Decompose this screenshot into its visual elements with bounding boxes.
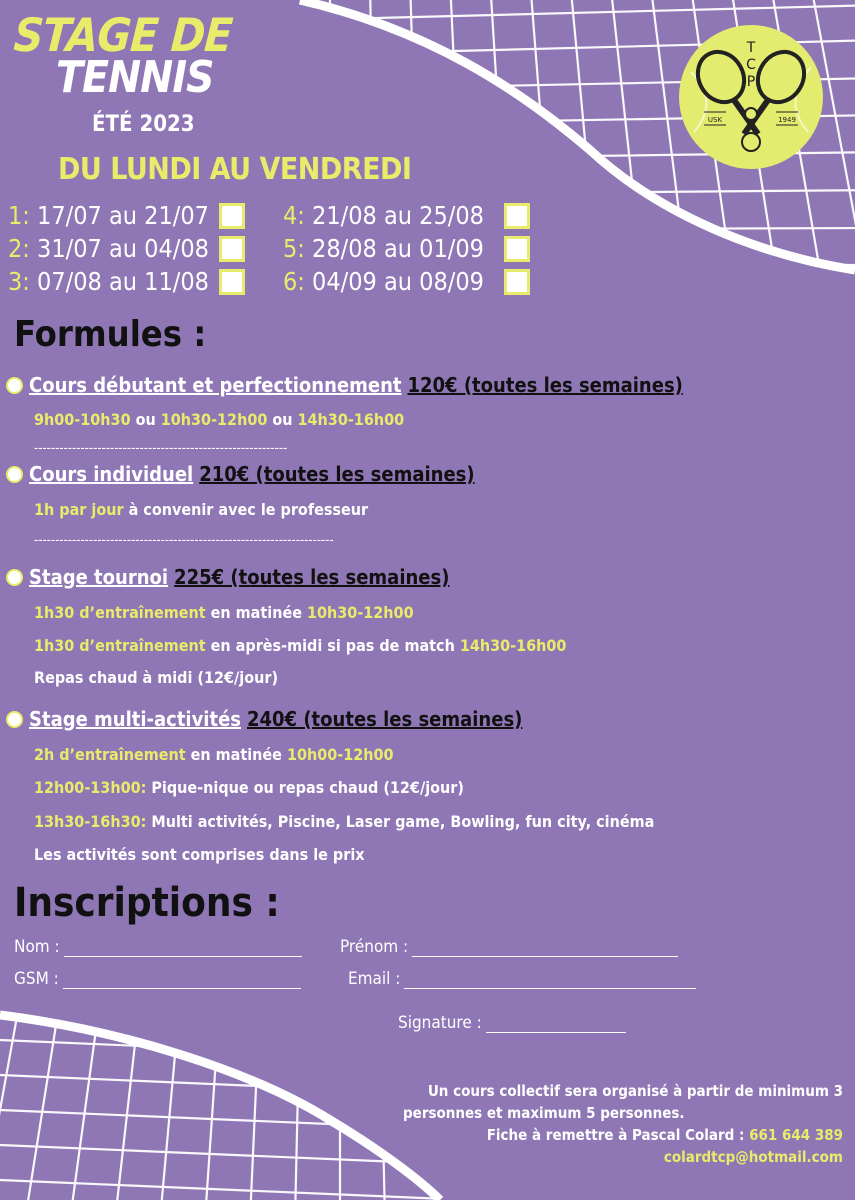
week-checkbox[interactable] bbox=[219, 236, 245, 262]
prenom-label: Prénom : bbox=[340, 937, 409, 957]
inscriptions-heading: Inscriptions : bbox=[14, 880, 280, 926]
title-line-2: TENNIS bbox=[56, 52, 214, 103]
formula-price: 210€ (toutes les semaines) bbox=[199, 462, 475, 486]
week-dates: 17/07 au 21/07 bbox=[37, 201, 209, 230]
formula-schedule: 9h00-10h30 ou 10h30-12h00 ou 14h30-16h00 bbox=[34, 410, 405, 429]
email-label: Email : bbox=[348, 969, 401, 989]
radio-bullet-icon[interactable] bbox=[6, 377, 23, 394]
contact-phone[interactable]: 661 644 389 bbox=[749, 1126, 843, 1144]
club-logo bbox=[676, 22, 826, 172]
week-checkbox[interactable] bbox=[504, 236, 530, 262]
prenom-input-line[interactable] bbox=[412, 942, 678, 957]
nom-field[interactable] bbox=[14, 937, 302, 957]
footer-note bbox=[383, 1080, 843, 1168]
title-line-1: STAGE DE bbox=[12, 8, 234, 62]
contact-line: Fiche à remettre à Pascal Colard : 661 644 389 bbox=[486, 1126, 843, 1144]
signature-label: Signature : bbox=[398, 1013, 482, 1033]
formula-name: Cours débutant et perfectionnement bbox=[29, 373, 402, 397]
formula-beginner bbox=[6, 373, 683, 397]
week-option bbox=[8, 267, 245, 296]
week-number: 6: bbox=[283, 267, 305, 296]
gsm-field[interactable] bbox=[14, 969, 301, 989]
formula-price: 240€ (toutes les semaines) bbox=[247, 707, 523, 731]
gsm-label: GSM : bbox=[14, 969, 59, 989]
nom-label: Nom : bbox=[14, 937, 60, 957]
logo-left-text: USK bbox=[707, 116, 723, 124]
contact-email[interactable]: colardtcp@hotmail.com bbox=[663, 1148, 843, 1166]
week-option bbox=[283, 234, 530, 263]
radio-bullet-icon[interactable] bbox=[6, 569, 23, 586]
week-dates: 21/08 au 25/08 bbox=[312, 201, 484, 230]
week-option bbox=[8, 201, 245, 230]
separator: ----------------------------------------------------------------------- bbox=[34, 533, 334, 548]
year-subtitle: ÉTÉ 2023 bbox=[92, 112, 195, 137]
signature-input-line[interactable] bbox=[486, 1018, 626, 1033]
email-input-line[interactable] bbox=[404, 974, 696, 989]
week-number: 4: bbox=[283, 201, 305, 230]
formula-name: Cours individuel bbox=[29, 462, 194, 486]
formula-individual bbox=[6, 462, 475, 486]
formula-detail: 12h00-13h00: Pique-nique ou repas chaud (12€/jour) bbox=[34, 778, 464, 797]
week-dates: 04/09 au 08/09 bbox=[312, 267, 484, 296]
svg-text:P: P bbox=[746, 74, 756, 90]
formula-detail: 1h30 d’entraînement en matinée 10h30-12h00 bbox=[34, 603, 414, 622]
footer-line: Un cours collectif sera organisé à partir de minimum 3 bbox=[427, 1082, 843, 1100]
week-option bbox=[283, 201, 530, 230]
week-option bbox=[8, 234, 245, 263]
formula-price: 225€ (toutes les semaines) bbox=[174, 565, 450, 589]
week-checkbox[interactable] bbox=[219, 269, 245, 295]
svg-text:C: C bbox=[746, 57, 756, 73]
week-checkbox[interactable] bbox=[219, 203, 245, 229]
week-dates: 31/07 au 04/08 bbox=[37, 234, 209, 263]
week-dates: 28/08 au 01/09 bbox=[312, 234, 484, 263]
formula-tournament bbox=[6, 565, 449, 589]
week-option bbox=[283, 267, 530, 296]
email-field[interactable] bbox=[348, 969, 696, 989]
days-subtitle: DU LUNDI AU VENDREDI bbox=[58, 152, 412, 187]
nom-input-line[interactable] bbox=[64, 942, 302, 957]
formula-multi-activities bbox=[6, 707, 522, 731]
formula-detail: 1h par jour à convenir avec le professeur bbox=[34, 500, 369, 519]
radio-bullet-icon[interactable] bbox=[6, 711, 23, 728]
formula-detail: 2h d’entraînement en matinée 10h00-12h00 bbox=[34, 745, 394, 764]
formula-detail: 1h30 d’entraînement en après-midi si pas de match 14h30-16h00 bbox=[34, 636, 567, 655]
prenom-field[interactable] bbox=[340, 937, 678, 957]
formula-price: 120€ (toutes les semaines) bbox=[407, 373, 683, 397]
separator: ------------------------------------------------------------ bbox=[34, 441, 288, 456]
formula-name: Stage multi-activités bbox=[29, 707, 241, 731]
footer-line: personnes et maximum 5 personnes. bbox=[403, 1104, 685, 1122]
formula-detail: Repas chaud à midi (12€/jour) bbox=[34, 668, 279, 687]
week-number: 5: bbox=[283, 234, 305, 263]
gsm-input-line[interactable] bbox=[63, 974, 301, 989]
week-number: 3: bbox=[8, 267, 30, 296]
formula-name: Stage tournoi bbox=[29, 565, 169, 589]
week-checkbox[interactable] bbox=[504, 203, 530, 229]
formules-heading: Formules : bbox=[14, 314, 207, 355]
formula-detail: 13h30-16h30: Multi activités, Piscine, Laser game, Bowling, fun city, cinéma bbox=[34, 812, 655, 831]
formula-detail: Les activités sont comprises dans le prix bbox=[34, 845, 365, 864]
signature-field[interactable] bbox=[398, 1013, 626, 1033]
week-number: 2: bbox=[8, 234, 30, 263]
logo-right-text: 1949 bbox=[778, 116, 796, 124]
logo-letters: T bbox=[746, 40, 756, 56]
week-dates: 07/08 au 11/08 bbox=[37, 267, 209, 296]
week-checkbox[interactable] bbox=[504, 269, 530, 295]
radio-bullet-icon[interactable] bbox=[6, 466, 23, 483]
week-number: 1: bbox=[8, 201, 30, 230]
